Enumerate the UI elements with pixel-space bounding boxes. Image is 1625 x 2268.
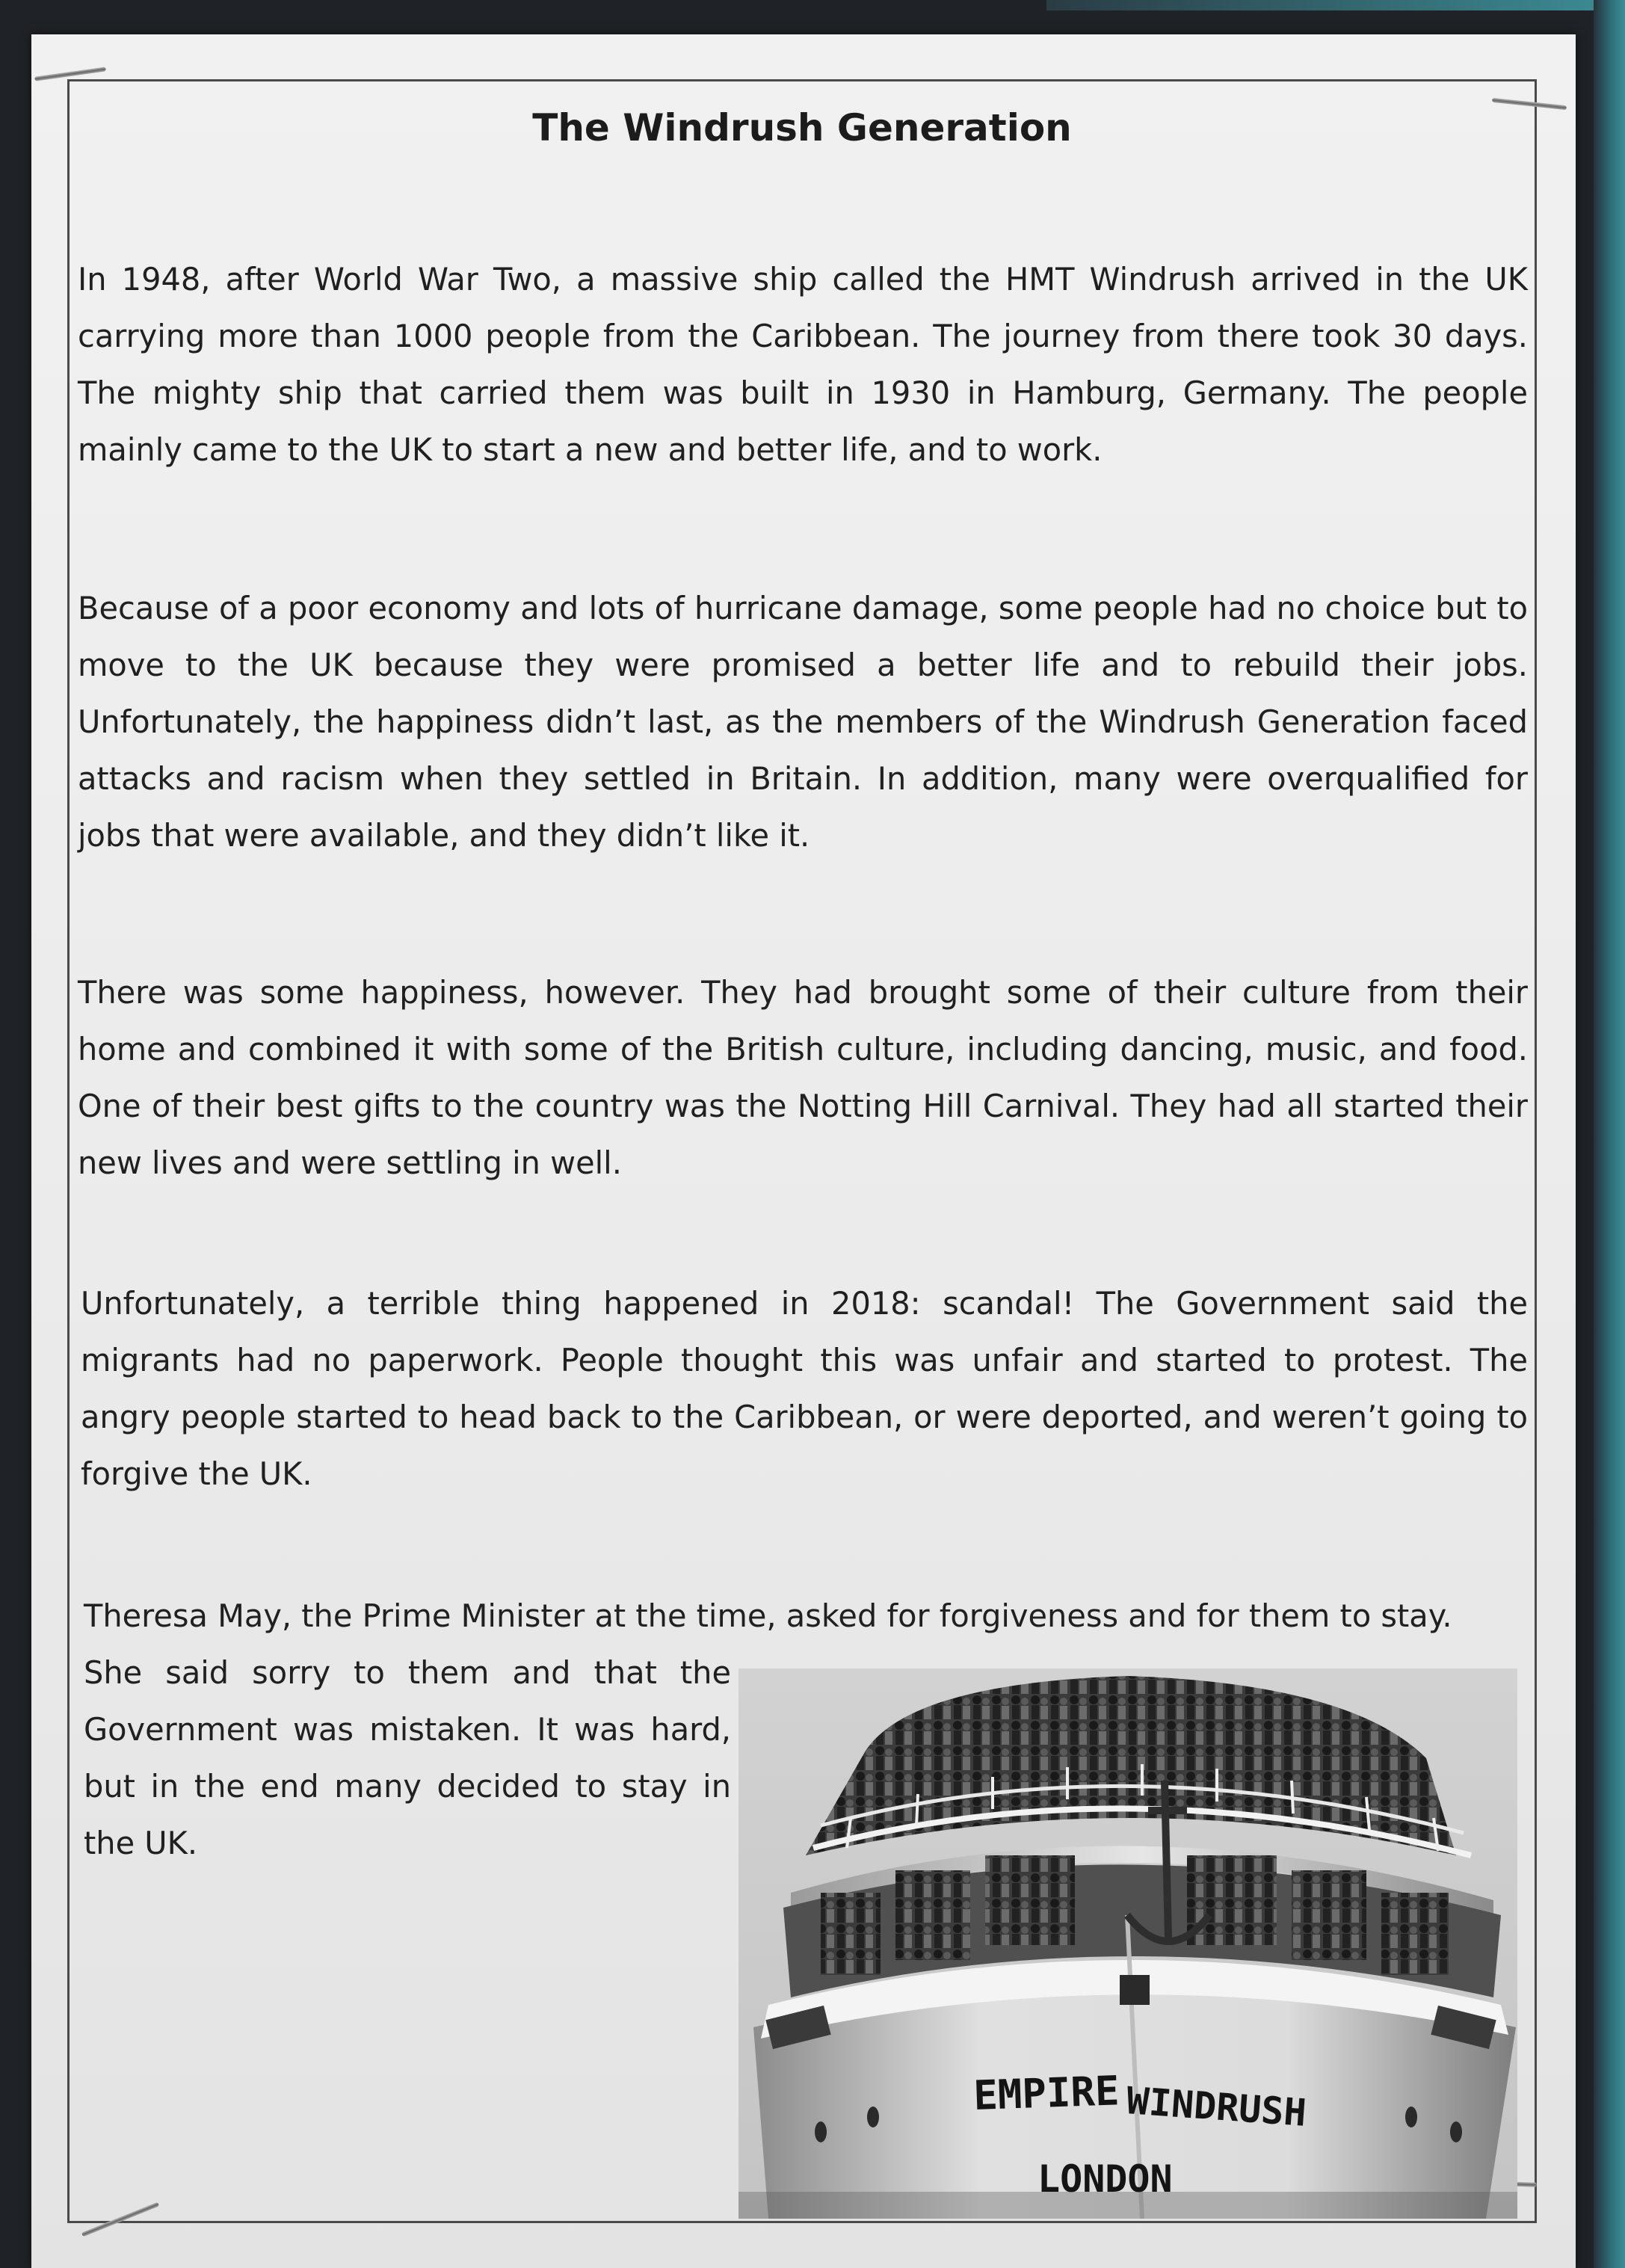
paragraph-arrival: In 1948, after World War Two, a massive ship called the HMT Windrush arrived in the UK carrying more than 1000 people from the Caribbean. The journey from there took 30 days. The mighty ship that carried them was built in 1930 in Hamburg, Germany. The people mainly came to the UK to start a new and better life, and to work. [78, 261, 1528, 468]
paragraph-scandal: Unfortunately, a terrible thing happened in 2018: scandal! The Government said the migrants had no paperwork. People thought this was unfair and started to protest. The angry people started to head back to the Caribbean, or were deported, and weren’t going to forgive the UK. [81, 1285, 1528, 1492]
windrush-ship-photo [739, 1668, 1517, 2219]
hull-text-london: LONDON [1037, 2157, 1173, 2201]
page-title: The Windrush Generation [532, 106, 1072, 150]
ship-bow-icon [739, 1668, 1517, 2219]
paragraph-culture: There was some happiness, however. They had brought some of their culture from their home and combined it with some of the British culture, including dancing, music, and food. One of their best gifts to the country was the Notting Hill Carnival. They had all started their new lives and were settling in well. [78, 974, 1528, 1181]
paragraph-reasons: Because of a poor economy and lots of hurricane damage, some people had no choice but to move to the UK because they were promised a better life and to rebuild their jobs. Unfortunately, the happiness didn’t last, as the members of the Windrush Generation faced attacks and racism when they settled in Britain. In addition, many were overqualified for jobs that were available, and they didn’t like it. [78, 590, 1528, 854]
paragraph-apology-rest: She said sorry to them and that the Government was mistaken. It was hard, but in the end many decided to stay in the UK. [84, 1654, 731, 1861]
hull-text-windrush: WINDRUSH [1125, 2079, 1308, 2135]
paragraph-apology-first-line: Theresa May, the Prime Minister at the time, asked for forgiveness and for them to stay. [84, 1597, 1452, 1634]
background-wall-edge [1594, 0, 1625, 2268]
hull-text-empire: EMPIRE [972, 2067, 1120, 2119]
background-wall-top [1046, 0, 1625, 10]
